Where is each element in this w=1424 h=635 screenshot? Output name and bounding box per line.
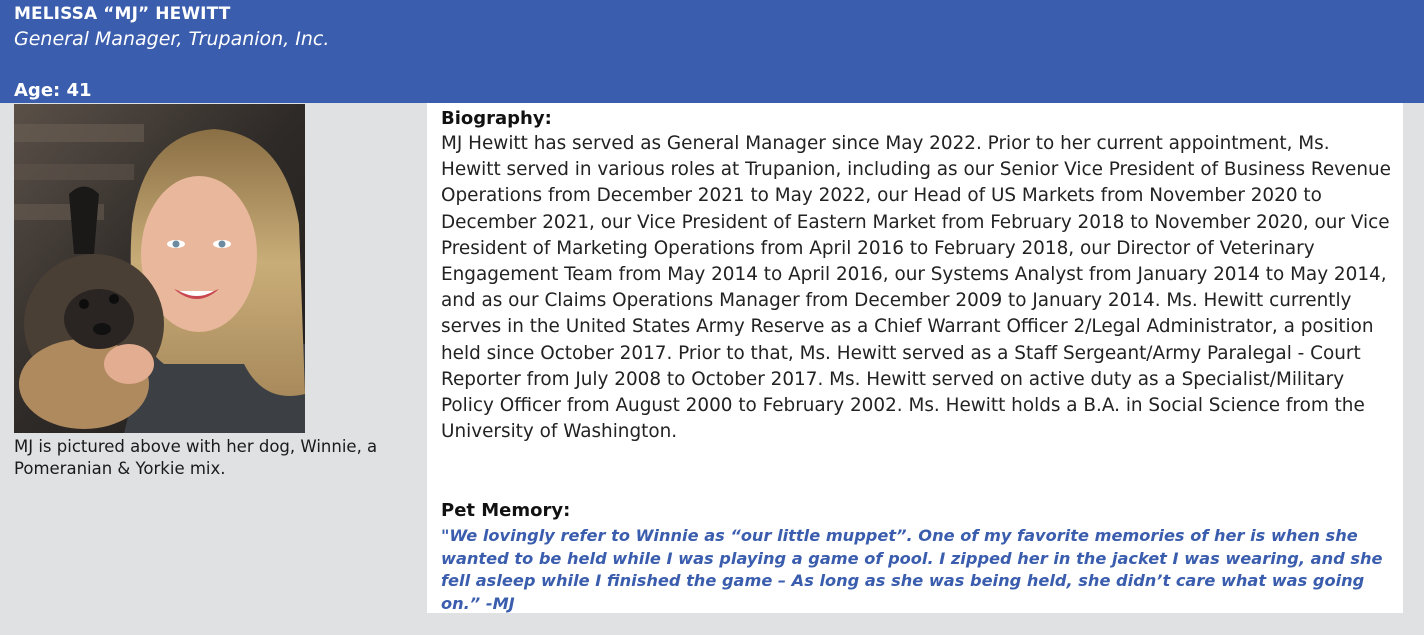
biography-text: MJ Hewitt has served as General Manager since May 2022. Prior to her current appointment, Ms. Hewitt served in various roles at Trupanion, including as our Senior Vice President of Business Revenue Operations from December 2021 to May 2022, our Head of US Markets from November 2020 to December 2021, our Vice President of Eastern Market from February 2018 to November 2020, our Vice President of Marketing Operations from April 2016 to February 2018, our Director of Veterinary Engagement Team from May 2014 to April 2016, our Systems Analyst from January 2014 to May 2014, and as our Claims Operations Manager from December 2009 to January 2014. Ms. Hewitt currently serves in the United States Army Reserve as a Chief Warrant Officer 2/Legal Administrator, a position held since October 2017. Prior to that, Ms. Hewitt served as a Staff Sergeant/Army Paralegal - Court Reporter from July 2008 to October 2017. Ms. Hewitt served on active duty as a Specialist/Military Policy Officer from August 2000 to February 2002. Ms. Hewitt holds a B.A. in Social Science from the University of Washington. — [441, 133, 1391, 443]
profile-header — [0, 0, 1424, 103]
person-title: General Manager, Trupanion, Inc. — [14, 28, 330, 50]
person-name: MELISSA “MJ” HEWITT — [14, 4, 231, 24]
profile-photo — [14, 104, 305, 433]
photo-illustration — [14, 104, 305, 433]
pet-memory-quote: "We lovingly refer to Winnie as “our little muppet”. One of my favorite memories of her is when she wanted to be held while I was playing a game of pool. I zipped her in the jacket I was wearing, and she fell asleep while I finished the game – As long as she was being held, she didn’t care what was going on.” -MJ — [441, 526, 1383, 613]
biography-heading: Biography: — [441, 108, 552, 129]
content-panel — [427, 103, 1403, 613]
pet-memory-heading: Pet Memory: — [441, 500, 571, 521]
photo-caption: MJ is pictured above with her dog, Winnie, a Pomeranian & Yorkie mix. — [14, 437, 378, 478]
person-age: Age: 41 — [14, 80, 92, 101]
